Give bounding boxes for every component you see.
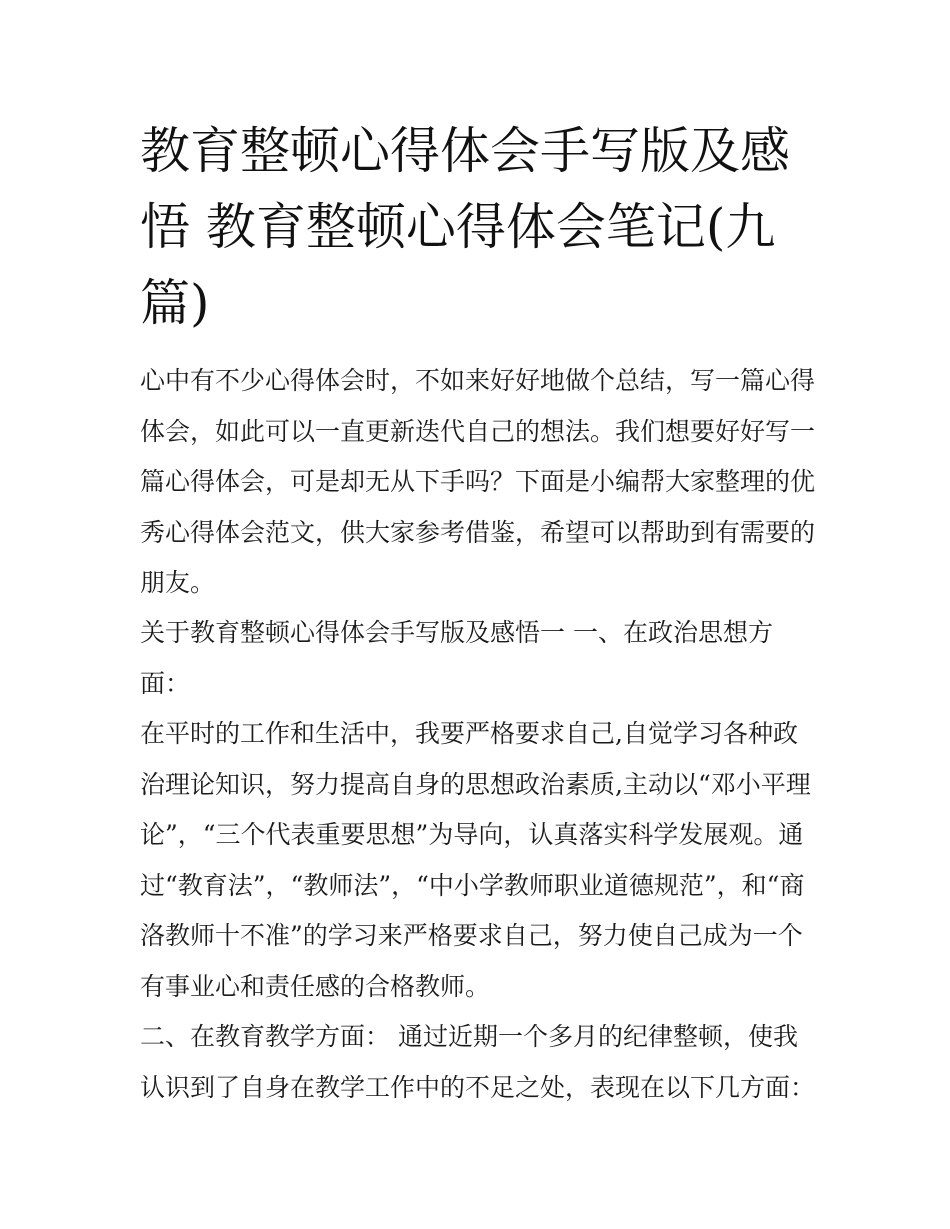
body-line: 在平时的工作和生活中，我要严格要求自己,自觉学习各种政 (140, 719, 798, 748)
body-line: 论”，“三个代表重要思想”为导向，认真落实科学发展观。通 (140, 820, 804, 849)
body-line: 过“教育法”，“教师法”，“中小学教师职业道德规范”，和“商 (140, 871, 805, 900)
body-line: 有事业心和责任感的合格教师。 (140, 972, 491, 1001)
section-heading-line: 关于教育整顿心得体会手写版及感悟一 一、在政治思想方 (140, 618, 773, 647)
body-line: 体会，如此可以一直更新迭代自己的想法。我们想要好好写一 (140, 417, 816, 446)
body-line: 洛教师十不准”的学习来严格要求自己，努力使自己成为一个 (140, 921, 803, 950)
body-line: 治理论知识，努力提高自身的思想政治素质,主动以“邓小平理 (140, 770, 811, 799)
section-heading-line: 二、在教育教学方面： 通过近期一个多月的纪律整顿，使我 (140, 1022, 798, 1051)
body-line: 秀心得体会范文，供大家参考借鉴，希望可以帮助到有需要的 (140, 518, 816, 547)
section-heading-line: 面： (140, 669, 191, 698)
body-line: 认识到了自身在教学工作中的不足之处，表现在以下几方面： (140, 1073, 816, 1102)
body-line: 篇心得体会，可是却无从下手吗？下面是小编帮大家整理的优 (140, 467, 816, 496)
body-line: 心中有不少心得体会时，不如来好好地做个总结，写一篇心得 (140, 366, 816, 395)
document-title: 教育整顿心得体会手写版及感 悟 教育整顿心得体会笔记(九 篇) (140, 122, 790, 332)
body-line: 朋友。 (140, 568, 216, 597)
